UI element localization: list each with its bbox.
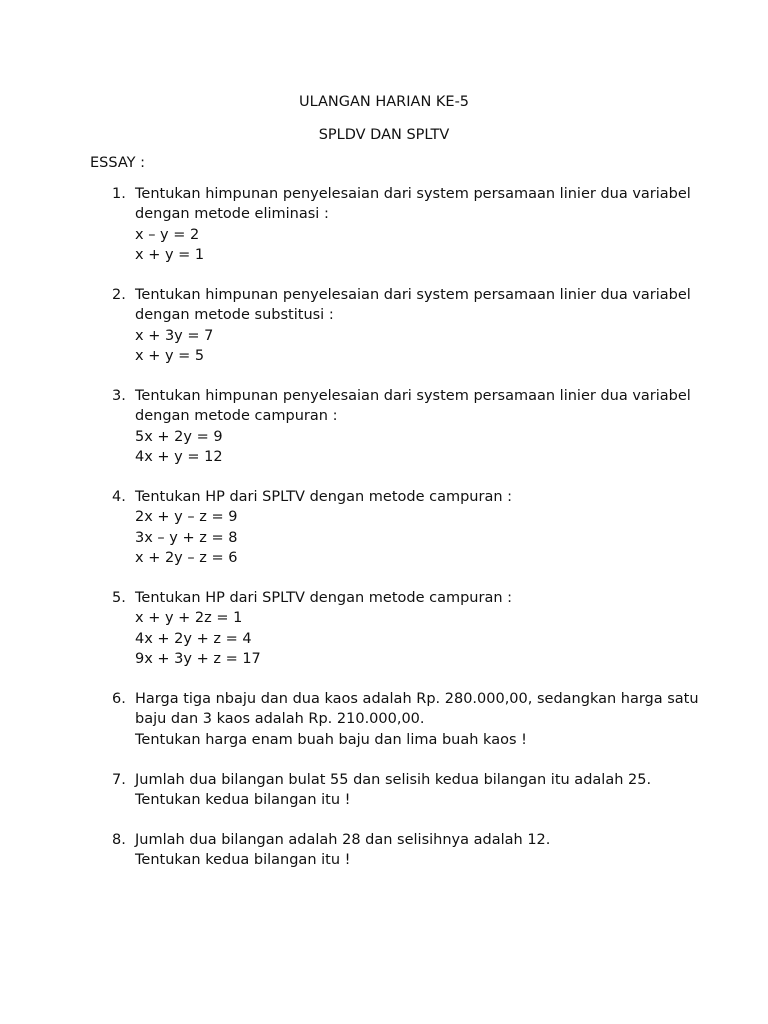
question-line: dengan metode substitusi : bbox=[135, 307, 334, 324]
question-line: x + 2y – z = 6 bbox=[135, 549, 238, 566]
question-body bbox=[135, 770, 735, 811]
page-title: ULANGAN HARIAN KE-5 bbox=[298, 94, 470, 110]
question-number: 1. bbox=[112, 186, 126, 202]
question-line: x + 3y = 7 bbox=[135, 327, 214, 344]
question-line: Tentukan himpunan penyelesaian dari system persamaan linier dua variabel bbox=[135, 388, 691, 404]
question-line: Jumlah dua bilangan bulat 55 dan selisih kedua bilangan itu adalah 25. bbox=[135, 772, 652, 788]
section-label: ESSAY : bbox=[90, 155, 145, 171]
question-line: Tentukan HP dari SPLTV dengan metode campuran : bbox=[135, 489, 513, 505]
question-line: 4x + 2y + z = 4 bbox=[135, 630, 252, 647]
question-body bbox=[135, 830, 735, 871]
page-subtitle: SPLDV DAN SPLTV bbox=[318, 127, 450, 143]
question-line: Harga tiga nbaju dan dua kaos adalah Rp. 280.000,00, sedangkan harga satu bbox=[135, 691, 699, 707]
question-line: x + y = 1 bbox=[135, 246, 205, 263]
question-body bbox=[135, 487, 735, 568]
question-number: 8. bbox=[112, 832, 126, 848]
question-number: 7. bbox=[112, 772, 126, 788]
question-line: Tentukan kedua bilangan itu ! bbox=[135, 792, 351, 809]
question-line: Tentukan himpunan penyelesaian dari system persamaan linier dua variabel bbox=[135, 287, 691, 303]
question-line: x + y + 2z = 1 bbox=[135, 610, 243, 627]
question-body bbox=[135, 588, 735, 669]
question-line: 3x – y + z = 8 bbox=[135, 529, 238, 546]
question-line: baju dan 3 kaos adalah Rp. 210.000,00. bbox=[135, 711, 425, 728]
question-number: 6. bbox=[112, 691, 126, 707]
question-line: Tentukan harga enam buah baju dan lima buah kaos ! bbox=[135, 731, 527, 748]
question-line: 5x + 2y = 9 bbox=[135, 428, 223, 445]
question-number: 3. bbox=[112, 388, 126, 404]
question-number: 5. bbox=[112, 590, 126, 606]
question-line: dengan metode eliminasi : bbox=[135, 206, 329, 223]
question-line: 2x + y – z = 9 bbox=[135, 509, 238, 526]
question-body bbox=[135, 285, 735, 366]
question-line: dengan metode campuran : bbox=[135, 408, 338, 425]
question-line: 4x + y = 12 bbox=[135, 448, 223, 465]
question-line: Jumlah dua bilangan adalah 28 dan selisihnya adalah 12. bbox=[135, 832, 551, 848]
question-number: 2. bbox=[112, 287, 126, 303]
question-line: Tentukan himpunan penyelesaian dari system persamaan linier dua variabel bbox=[135, 186, 691, 202]
question-body bbox=[135, 184, 735, 265]
question-line: x – y = 2 bbox=[135, 226, 200, 243]
question-line: Tentukan kedua bilangan itu ! bbox=[135, 852, 351, 869]
question-number: 4. bbox=[112, 489, 126, 505]
question-body bbox=[135, 689, 735, 750]
question-line: x + y = 5 bbox=[135, 347, 205, 364]
question-line: 9x + 3y + z = 17 bbox=[135, 650, 261, 667]
question-body bbox=[135, 386, 735, 467]
question-line: Tentukan HP dari SPLTV dengan metode campuran : bbox=[135, 590, 513, 606]
